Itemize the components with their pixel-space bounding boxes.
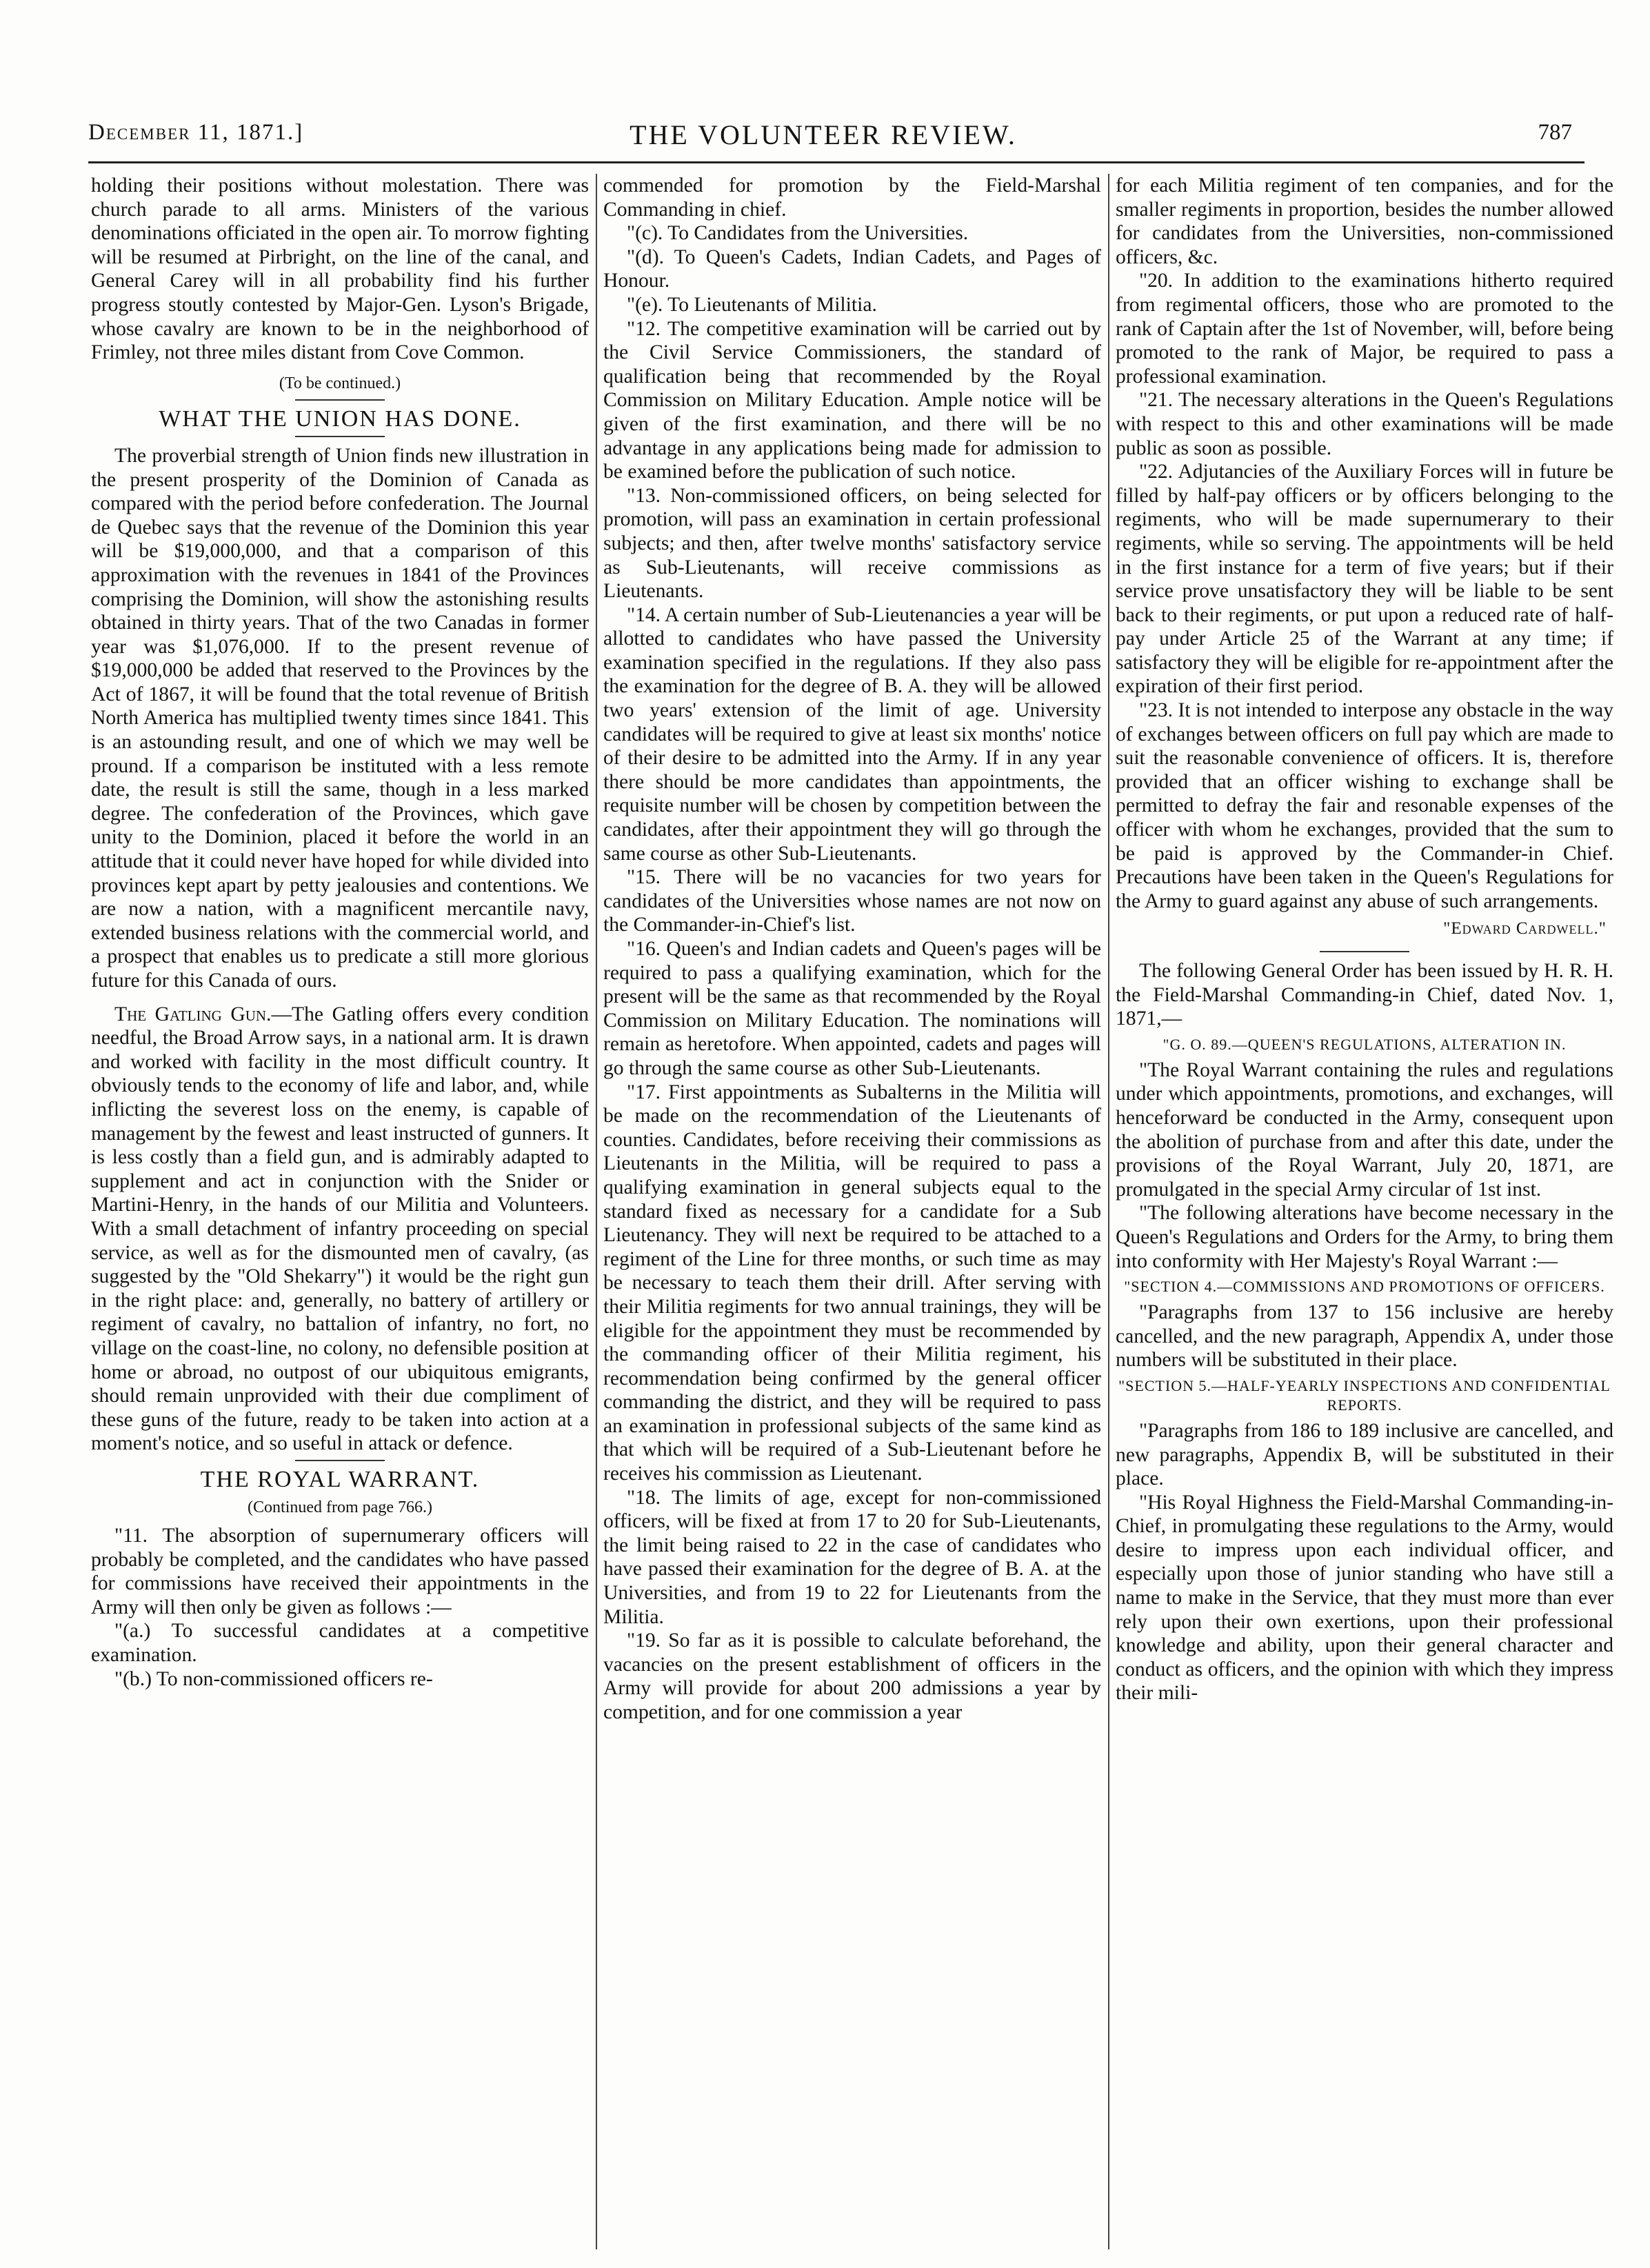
paragraph-lead: The Gatling Gun. — [114, 1003, 272, 1025]
signature: "Edward Cardwell." — [1443, 919, 1607, 939]
paragraph: for each Militia regiment of ten companies, and for the smaller regiments in proportion, besides the number allowed for candidates from the Universities, non-commissioned officers, &c. — [1116, 174, 1613, 268]
header-date: December 11, 1871.] — [88, 120, 304, 145]
continued-from: (Continued from page 766.) — [248, 1498, 432, 1517]
paragraph: "20. In addition to the examinations hitherto required from regimental officers, those who are promoted to the rank of Captain after the 1st of November, will, before being promoted to the rank of Major, be required to pass a professional examination. — [1116, 270, 1613, 388]
section-heading: "SECTION 4.—COMMISSIONS AND PROMOTIONS OF OFFICERS. — [1124, 1278, 1605, 1296]
section-heading: "SECTION 5.—HALF-YEARLY INSPECTIONS AND CONFIDENTIAL REPORTS. — [1118, 1376, 1611, 1414]
divider — [295, 1460, 385, 1461]
header-page-number: 787 — [1538, 120, 1572, 145]
paragraph: "16. Queen's and Indian cadets and Queen's pages will be required to pass a qualifying examination, which for the present will be the same as that recommended by the Royal Commission on Military Education. The nominations will remain as heretofore. When appointed, cadets and pages will go through the same course as other Sub-Lieutenants. — [603, 938, 1101, 1079]
paragraph: "19. So far as it is possible to calculate beforehand, the vacancies on the present establishment of officers in the Army will provide for about 200 admissions a year by competition, and for one commission a year — [603, 1629, 1101, 1723]
column-2 — [603, 174, 1101, 2256]
divider — [1320, 951, 1409, 952]
paragraph: The following General Order has been issued by H. R. H. the Field-Marshal Commanding-in Chief, dated Nov. 1, 1871,— — [1116, 960, 1613, 1030]
article-heading: WHAT THE UNION HAS DONE. — [159, 406, 521, 432]
paragraph: "15. There will be no vacancies for two years for candidates of the Universities whose names are not now on the Commander-in-Chief's list. — [603, 866, 1101, 936]
article-heading: THE ROYAL WARRANT. — [200, 1466, 480, 1492]
paragraph: "The following alterations have become necessary in the Queen's Regulations and Orders for the Army, to bring them into conformity with Her Majesty's Royal Warrant :— — [1116, 1202, 1613, 1272]
paragraph: "(b.) To non-commissioned officers re- — [114, 1667, 433, 1690]
paragraph: "17. First appointments as Subalterns in the Militia will be made on the recommendation of the Lieutenants of counties. Candidates, before receiving their commissions as Lieutenants in the Militia, will be required to pass a qualifying examination in general subjects equal to the standard fixed as necessary for a candidate for a Sub Lieutenancy. They will next be required to be attached to a regiment of the Line for three months, or such time as may be necessary to teach them their drill. After serving with their Militia regiments for two annual trainings, they will be eligible for the appointment they must be recommended by the commanding officer of their Militia regiment, his recommendation being confirmed by the general officer commanding the district, and they will be required to pass an examination in professional subjects of the same kind as that which will be required of a Sub-Lieutenant before he receives his commission as Lieutenant. — [603, 1081, 1101, 1485]
header-title: THE VOLUNTEER REVIEW. — [630, 119, 1017, 150]
paragraph: The proverbial strength of Union finds new illustration in the present prosperity of the Dominion of Canada as compared with the period before confederation. The Journal de Quebec says that the revenue of the Dominion this year will be $19,000,000, and that a comparison of this approximation with the revenues in 1841 of the Provinces comprising the Dominion, will show the astonishing results obtained in thirty years. That of the two Canadas in former year was $1,076,000. If to the present revenue of $19,000,000 be added that reserved to the Provinces by the Act of 1867, it will be found that the total revenue of British North America has multiplied twenty times since 1841. This is an astounding result, and one of which we may well be pround. If a comparison be instituted with a less remote date, the result is still the same, though in a less marked degree. The confederation of the Provinces, which gave unity to the Dominion, placed it before the world in an attitude that it could never have hoped for while divided into provinces kept apart by petty jealousies and contentions. We are now a nation, with a magnificent mercantile navy, extended business relations with the commercial world, and a prospect that enables us to predicate a still more glorious future for this Canada of ours. — [91, 444, 589, 992]
paragraph: "His Royal Highness the Field-Marshal Commanding-in-Chief, in promulgating these regulations to the Army, would desire to impress upon each individual officer, and especially upon those of junior standing who have still a name to make in the Service, that they must more than ever rely upon their own exertions, upon their professional knowledge and ability, upon their general character and conduct as officers, and the opinion with which they impress their mili- — [1116, 1491, 1613, 1705]
paragraph: "(e). To Lieutenants of Militia. — [627, 293, 877, 316]
paragraph: "18. The limits of age, except for non-commissioned officers, will be fixed at from 17 to 20 for Sub-Lieutenants, the limit being raised to 22 in the case of candidates who have passed their examination for the degree of B. A. at the Universities, and from 19 to 22 for Lieutenants from the Militia. — [603, 1486, 1101, 1628]
paragraph: The Gatling Gun.—The Gatling offers every condition needful, the Broad Arrow says, in a national arm. It is drawn and worked with facility in the most difficult country. It obviously tends to the economy of life and labor, and, while inflicting the severest loss on the enemy, is capable of management by the fewest and least instructed of gunners. It is less costly than a field gun, and is admirably adapted to supplement and act in conjunction with the Snider or Martini-Henry, in the hands of our Militia and Volunteers. With a small detachment of infantry proceeding on special service, as well as for the dismounted men of cavalry, (as suggested by the "Old Shekarry") it would be the right gun in the right place: and, generally, no battery of artillery or regiment of cavalry, no battalion of infantry, no fort, no village on the coast-line, no colony, no defensible position at home or abroad, no outpost of our ubiquitous emigrants, should remain unprovided with their due compliment of these guns of the future, ready to be taken into action at a moment's notice, and so useful in attack or defence. — [91, 1003, 589, 1455]
paragraph: holding their positions without molestation. There was church parade to all arms. Ministers of the various denominations officiated in the open air. To morrow fighting will be resumed at Pirbright, on the line of the canal, and General Carey will in all probability find his further progress stoutly contested by Major-Gen. Lyson's Brigade, whose cavalry are known to be in the neighborhood of Frimley, not three miles distant from Cove Common. — [91, 174, 589, 364]
paragraph: "Paragraphs from 186 to 189 inclusive are cancelled, and new paragraphs, Appendix B, will be substituted in their place. — [1116, 1419, 1613, 1490]
page-header — [62, 116, 1584, 157]
paragraph: "13. Non-commissioned officers, on being selected for promotion, will pass an examination in certain professional subjects; and then, after twelve months' satisfactory service as Sub-Lieutenants, will receive commissions as Lieutenants. — [603, 484, 1101, 603]
paragraph: "12. The competitive examination will be carried out by the Civil Service Commissioners, the standard of qualification being that recommended by the Royal Commission on Military Education. Ample notice will be given of the first examination, and there will be no advantage in any applications being made for admission to be examined before the publication of such notice. — [603, 317, 1101, 483]
paragraph: "23. It is not intended to interpose any obstacle in the way of exchanges between officers on full pay which are made to suit the reasonable convenience of officers. It is, therefore provided that an officer wishing to exchange shall be permitted to defray the fair and resonable expenses of the officer with whom he exchanges, provided that the sum to be paid is approved by the Commander-in Chief. Precautions have been taken in the Queen's Regulations for the Army to guard against any abuse of such arrangements. — [1116, 699, 1613, 912]
paragraph: "(a.) To successful candidates at a competitive examination. — [91, 1620, 589, 1667]
to-be-continued: (To be continued.) — [279, 374, 401, 392]
paragraph: "11. The absorption of supernumerary officers will probably be completed, and the candidates who have passed for commissions have received their appointments in the Army will then only be given as follows :— — [91, 1525, 589, 1618]
divider — [295, 399, 385, 401]
paragraph: commended for promotion by the Field-Marshal Commanding in chief. — [603, 174, 1101, 221]
divider — [295, 436, 385, 437]
paragraph: "Paragraphs from 137 to 156 inclusive are hereby cancelled, and the new paragraph, Appendix A, under those numbers will be substituted in their place. — [1116, 1301, 1613, 1372]
column-1 — [91, 174, 589, 2256]
column-3 — [1116, 174, 1613, 2256]
header-rule — [88, 161, 1584, 163]
paragraph: "The Royal Warrant containing the rules and regulations under which appointments, promotions, and exchanges, will henceforward be conducted in the Army, consequent upon the abolition of purchase from and after this date, under the provisions of the Royal Warrant, July 20, 1871, are promulgated in the special Army circular of 1st inst. — [1116, 1058, 1613, 1201]
section-heading: "G. O. 89.—QUEEN'S REGULATIONS, ALTERATION IN. — [1163, 1035, 1567, 1053]
paragraph: "22. Adjutancies of the Auxiliary Forces will in future be filled by half-pay officers or by officers belonging to the regiments, who will be made supernumerary to their regiments, while so serving. The appointments will be held in the first instance for a term of five years; but if their service prove unsatisfactory they will be liable to be sent back to their regiments, or put upon a reduced rate of half-pay under Article 25 of the Warrant at any time; if satisfactory they will be eligible for re-appointment after the expiration of their first period. — [1116, 461, 1613, 698]
paragraph: "(c). To Candidates from the Universities. — [627, 222, 969, 245]
paragraph: "14. A certain number of Sub-Lieutenancies a year will be allotted to candidates who have passed the University examination specified in the regulations. If they also pass the examination for the degree of B. A. they will be allowed two years' extension of the limit of age. University candidates will be required to give at least six months' notice of their desire to be admitted into the Army. If in any year there should be more candidates than appointments, the requisite number will be chosen by competition between the candidates, after their appointment they will go through the same course as other Sub-Lieutenants. — [603, 603, 1101, 865]
paragraph: "21. The necessary alterations in the Queen's Regulations with respect to this and other examinations will be made public as soon as possible. — [1116, 389, 1613, 459]
column-divider — [596, 174, 597, 2249]
column-divider — [1108, 174, 1109, 2249]
paragraph: "(d). To Queen's Cadets, Indian Cadets, and Pages of Honour. — [603, 245, 1101, 292]
